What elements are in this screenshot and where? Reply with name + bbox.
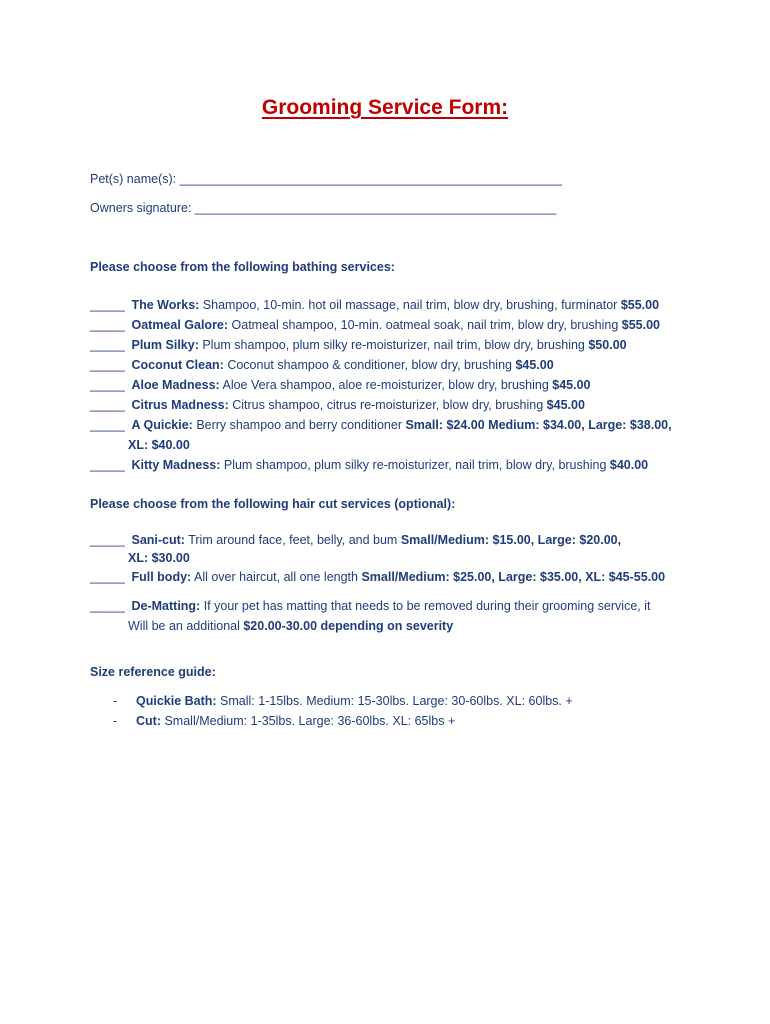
service-name: Sani-cut: [131,533,185,547]
service-row-a-quickie-continued [128,435,190,455]
size-guide-heading: Size reference guide: [90,665,216,679]
checkbox-blank[interactable]: _____ [90,358,125,372]
service-row-coconut-clean[interactable] [90,355,680,375]
service-price: Small/Medium: $25.00, Large: $35.00, XL: $45-55.00 [361,570,666,584]
service-row-a-quickie[interactable] [90,415,680,435]
checkbox-blank[interactable]: _____ [90,318,125,332]
service-name: Full body: [131,570,192,584]
service-desc: Plum shampoo, plum silky re-moisturizer, nail trim, blow dry, brushing [220,458,610,472]
service-row-de-matting-continued [128,616,453,636]
service-name: Aloe Madness: [131,378,220,392]
service-desc: If your pet has matting that needs to be removed during their grooming service, it [200,599,651,613]
service-name: Plum Silky: [131,338,199,352]
checkbox-blank[interactable]: _____ [90,599,125,613]
service-row-aloe-madness[interactable] [90,375,680,395]
service-row-kitty-madness[interactable] [90,455,680,475]
service-row-plum-silky[interactable] [90,335,680,355]
bathing-services-heading: Please choose from the following bathing services: [90,260,395,274]
size-guide-item-cut [113,711,455,731]
service-name: The Works: [131,298,200,312]
bullet-dash: - [113,714,118,728]
haircut-services-heading: Please choose from the following hair cut services (optional): [90,497,456,511]
service-desc: Plum shampoo, plum silky re-moisturizer, nail trim, blow dry, brushing [198,338,589,352]
service-price-continued: $20.00-30.00 depending on severity [243,619,454,633]
pet-name-field[interactable]: Pet(s) name(s): _______________________________________________________ [90,172,562,186]
size-guide-name: Quickie Bath: [136,694,217,708]
size-guide-desc: Small: 1-15lbs. Medium: 15-30lbs. Large: 30-60lbs. XL: 60lbs. + [216,694,573,708]
size-guide-name: Cut: [136,714,161,728]
service-desc: Coconut shampoo & conditioner, blow dry, brushing [223,358,516,372]
checkbox-blank[interactable]: _____ [90,458,125,472]
service-desc: Oatmeal shampoo, 10-min. oatmeal soak, nail trim, blow dry, brushing [228,318,622,332]
service-price: Small: $24.00 Medium: $34.00, Large: $38.00, [405,418,672,432]
service-price: $55.00 [621,318,660,332]
service-name: Citrus Madness: [131,398,229,412]
service-name: A Quickie: [131,418,193,432]
service-row-oatmeal-galore[interactable] [90,315,680,335]
checkbox-blank[interactable]: _____ [90,570,125,584]
service-row-sani-cut-continued [128,548,190,568]
size-guide-item-quickie-bath [113,691,573,711]
service-name: Oatmeal Galore: [131,318,229,332]
service-row-full-body[interactable] [90,567,680,587]
owner-signature-field[interactable]: Owners signature: ____________________________________________________ [90,201,557,215]
service-desc-continued: Will be an additional [128,619,244,633]
service-desc: Trim around face, feet, belly, and bum [184,533,401,547]
service-desc: Citrus shampoo, citrus re-moisturizer, blow dry, brushing [228,398,547,412]
service-desc: Shampoo, 10-min. hot oil massage, nail trim, blow dry, brushing, furminator [199,298,621,312]
checkbox-blank[interactable]: _____ [90,418,125,432]
service-row-the-works[interactable] [90,295,680,315]
service-price-continued: XL: $40.00 [128,438,190,452]
service-price: $55.00 [620,298,660,312]
service-row-citrus-madness[interactable] [90,395,680,415]
service-name: Coconut Clean: [131,358,224,372]
service-price: Small/Medium: $15.00, Large: $20.00, [400,533,622,547]
service-price: $45.00 [552,378,591,392]
service-price: $40.00 [609,458,649,472]
service-name: De-Matting: [131,599,201,613]
bullet-dash: - [113,694,118,708]
service-row-sani-cut[interactable] [90,530,680,550]
checkbox-blank[interactable]: _____ [90,378,125,392]
service-desc: Aloe Vera shampoo, aloe re-moisturizer, blow dry, brushing [219,378,553,392]
checkbox-blank[interactable]: _____ [90,398,125,412]
size-guide-desc: Small/Medium: 1-35lbs. Large: 36-60lbs. XL: 65lbs + [161,714,456,728]
checkbox-blank[interactable]: _____ [90,298,125,312]
service-name: Kitty Madness: [131,458,221,472]
service-desc: All over haircut, all one length [191,570,362,584]
service-price: $45.00 [546,398,585,412]
service-desc: Berry shampoo and berry conditioner [192,418,406,432]
checkbox-blank[interactable]: _____ [90,338,125,352]
page-title: Grooming Service Form: [261,96,509,119]
checkbox-blank[interactable]: _____ [90,533,125,547]
service-price-continued: XL: $30.00 [128,551,190,565]
service-row-de-matting[interactable] [90,596,680,616]
service-price: $45.00 [515,358,554,372]
service-price: $50.00 [588,338,627,352]
